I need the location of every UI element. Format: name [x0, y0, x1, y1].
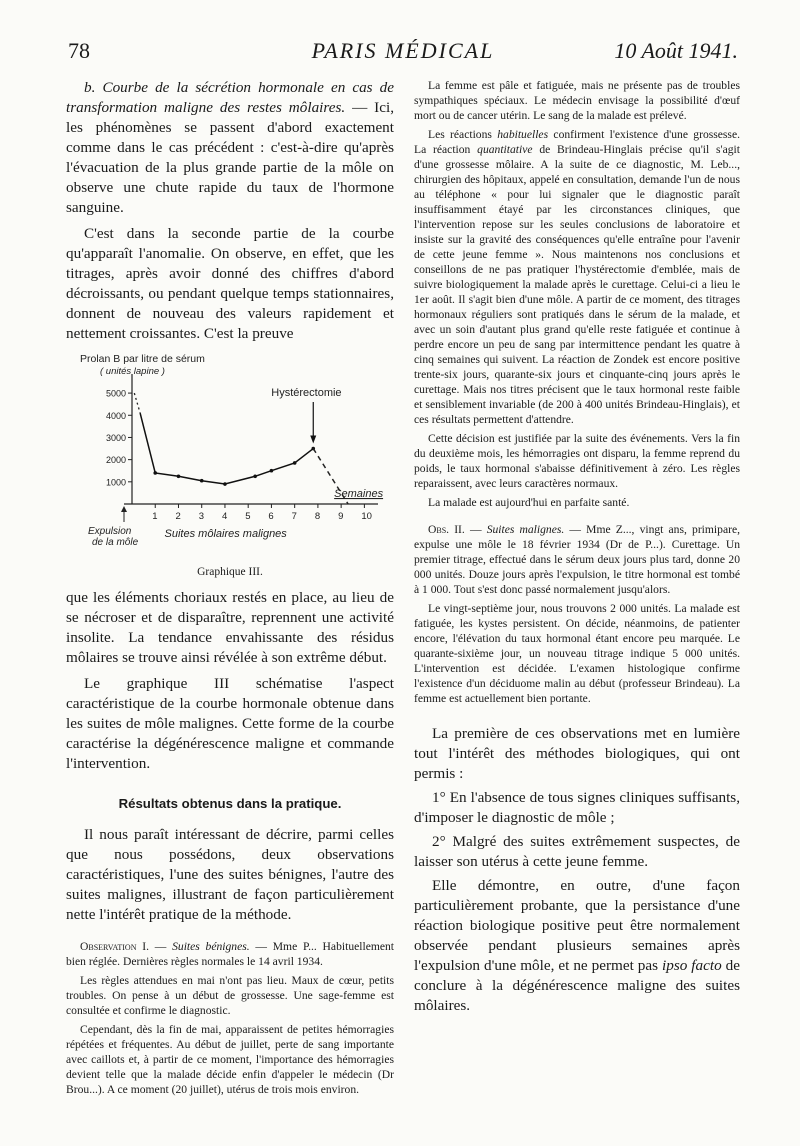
- obs2-title: Suites malignes.: [486, 523, 565, 536]
- x-tick-label: 2: [175, 511, 181, 522]
- series-dashed-drop: [313, 449, 348, 504]
- p2-italic-habituelles: habituelles: [497, 128, 549, 141]
- origin-label-expulsion: Expulsion: [88, 526, 132, 537]
- series-solid-line: [140, 413, 313, 484]
- x-tick-label: 8: [314, 511, 321, 522]
- origin-arrow-head: [121, 506, 127, 512]
- left-column: [66, 78, 394, 1097]
- right-p2: [414, 127, 740, 427]
- y-tick-label: 1000: [106, 477, 127, 488]
- ipso-facto: ipso facto: [662, 957, 722, 974]
- data-point: [177, 474, 181, 478]
- right-p1: La femme est pâle et fatiguée, mais ne présente pas de troubles sympathiques spéciaux. Le médecin envisage la possibilité d'œuf mort ou de cancer utérin. Le sang de la malade est prélevé.: [414, 79, 740, 122]
- annotation-hysterectomie: Hystérectomie: [271, 387, 342, 399]
- paragraph-interessant: Il nous paraît intéressant de décrire, parmi celles que nous possédons, deux observations caractéristiques, l'une des suites bénignes, l'autre des suites malignes, illustrant de façon particulièrement nette l'intérêt pratique de la méthode.: [66, 826, 394, 923]
- x-tick-label: 3: [198, 511, 205, 522]
- y-axis-label: Prolan B par litre de sérum: [80, 353, 205, 365]
- graphique-iii: [66, 350, 394, 560]
- x-tick-label: 9: [338, 511, 344, 522]
- para-b-body: — Ici, les phénomènes se passent d'abord exactement comme dans le cas précédent : c'est-à-dire qu'après l'évacuation de la plus grande partie de la môle on observe une chute rapide du taux de l'hormone sanguine.: [66, 99, 394, 216]
- x-axis-label: Suites môlaires malignes: [164, 528, 287, 540]
- section-title: Résultats obtenus dans la pratique.: [118, 796, 342, 811]
- list-item-1: 1° En l'absence de tous signes cliniques suffisants, d'imposer le diagnostic de môle ;: [414, 789, 740, 826]
- chart-svg: [66, 350, 394, 560]
- annotation-arrow-head: [310, 436, 316, 444]
- obs1-label: Observation I.: [80, 940, 149, 953]
- conclusion-p1: La première de ces observations met en lumière tout l'intérêt des méthodes biologiques, qui ont permis :: [414, 725, 740, 782]
- paragraph-anomalie: C'est dans la seconde partie de la courbe qu'apparaît l'anomalie. On observe, en effet, que les titrages, après avoir donné des chiffres d'abord décroissants, ou pendant quelque temps stationnaires, donnent de nouveau des valeurs rapidement et nettement croissantes. C'est la preuve: [66, 225, 394, 342]
- y-tick-label: 4000: [106, 410, 127, 421]
- running-header: [68, 38, 738, 78]
- data-point: [223, 482, 227, 486]
- data-point: [200, 479, 204, 483]
- p2-start: Les réactions: [428, 128, 498, 141]
- p2-mid: confirment l'existence d'une grossesse. La réaction: [414, 128, 740, 156]
- paragraph-choriaux: que les éléments choriaux restés en place, au lieu de se nécroser et de disparaître, reprennent une activité insolite. La tendance envahissante des résidus môlaires se trouve ainsi révélée à son extrême début.: [66, 589, 394, 666]
- series-dashed-start: [134, 393, 140, 413]
- y-tick-label: 3000: [106, 432, 127, 443]
- conclusion-p2: [414, 876, 740, 1016]
- right-p4: La malade est aujourd'hui en parfaite santé.: [428, 496, 630, 509]
- x-tick-label: 10: [361, 511, 372, 522]
- right-column: [414, 78, 740, 1016]
- paragraph-graphique: Le graphique III schématise l'aspect caractéristique de la courbe hormonale obtenue dans les suites de môle malignes. Cette forme de la courbe caractérise la dégénérescence maligne et commande l'intervention.: [66, 675, 394, 772]
- obs2-label: Obs. II.: [428, 523, 465, 536]
- p2-italic-quantitative: quantitative: [477, 143, 533, 156]
- data-point: [293, 461, 297, 465]
- page-number: 78: [68, 38, 90, 63]
- obs2-intro-text: — Mme Z..., vingt ans, primipare, expulse une môle le 18 février 1934 (Dr de P...). Curettage. Un premier titrage, effectué dans le sérum deux jours plus tard, donne 20 000 unités. Douze jours après l'expulsion, le titre hormonal est tombé à 1 000. Tout s'est donc passé normalement jusqu'alors.: [414, 523, 740, 596]
- list-item-2: 2° Malgré des suites extrêmement suspectes, de laisser son utérus à cette jeune femme.: [414, 833, 740, 870]
- conclusion-p2-start: Elle démontre, en outre, d'une façon particulièrement probante, que la persistance d'une réaction biologique positive peut être normalement observée pendant plusieurs semaines après l'expulsion d'une môle, et ne permet pas: [414, 877, 740, 974]
- y-axis-units: ( unités lapine ): [100, 366, 165, 377]
- journal-title: PARIS MÉDICAL: [311, 38, 495, 63]
- obs1-p1: Les règles attendues en mai n'ont pas lieu. Maux de cœur, petits troubles. On pense à un début de grossesse. Une sage-femme est consultée et confirme le diagnostic.: [66, 974, 394, 1017]
- paragraph-b: [66, 78, 394, 218]
- data-point: [270, 469, 274, 473]
- para-b-heading: b. Courbe de la sécrétion hormonale en cas de transformation maligne des restes môlaires.: [66, 79, 394, 116]
- x-tick-label: 7: [291, 511, 297, 522]
- data-point: [253, 474, 257, 478]
- y-tick-label: 2000: [106, 455, 127, 466]
- x-tick-label: 4: [221, 511, 228, 522]
- origin-label-mole: de la môle: [92, 537, 139, 548]
- x-tick-label: 1: [152, 511, 158, 522]
- x-tick-label: 6: [268, 511, 274, 522]
- figure-caption: Graphique III.: [197, 566, 263, 578]
- obs2-p2: Le vingt-septième jour, nous trouvons 2 000 unités. La malade est fatiguée, les kystes persistent. On décide, néanmoins, de patienter encore, l'élévation du taux hormonal étant encore peu marquée. Le quarante-sixième jour, un nouveau titrage indique 5 000 unités. L'intervention est décidée. L'examen histologique confirme l'existence d'un déciduome malin au début (professeur Brindeau). La femme est actuellement bien portante.: [414, 602, 740, 705]
- data-point: [153, 471, 157, 475]
- right-p3: Cette décision est justifiée par la suite des événements. Vers la fin du deuxième mois, les hémorragies ont disparu, la femme reprend du poids, le taux hormonal s'abaisse définitivement à zéro. Les règles reparaissent, avec leurs caractères normaux.: [414, 432, 740, 490]
- obs1-p2: Cependant, dès la fin de mai, apparaissent de petites hémorragies répétées et fréquentes. Au début de juillet, perte de sang importante avec caillots et, à partir de ce moment, l'importance des hémorragies devient telle que la malade décide enfin d'appeler le médecin (Dr Brou...). A ce moment (20 juillet), utérus de trois mois environ.: [66, 1023, 394, 1096]
- obs1-intro: Observation I. — Suites bénignes. — Mme P... Habituellement bien réglée. Dernières règles normales le 14 avril 1934.: [66, 940, 395, 968]
- x-tick-label: 5: [245, 511, 251, 522]
- x-axis-name-semaines: Semaines: [334, 488, 384, 500]
- obs1-intro-text: — Mme P... Habituellement bien réglée. Dernières règles normales le 14 avril 1934.: [66, 940, 395, 968]
- conclusion-p2-end: de conclure à la dégénérescence maligne des suites môlaires.: [414, 957, 740, 1014]
- p2-end: de Brindeau-Hinglais précise qu'il s'agit d'une grossesse môlaire. A la suite de ce diagnostic, M. Leb..., chirurgien des hôpitaux, appelé en consultation, demande l'un de nous au téléphone « pour lui signaler que le diagnostic paraît insuffisamment étayé par les circonstances cliniques, que l'intervention repose sur les seules conclusions de laboratoire et insiste sur la gravité des conséquences qu'elle entraîne pour l'avenir de cette jeune femme ». Nous maintenons nos conclusions et conseillons de ne pas pratiquer l'hystérectomie d'emblée, mais de suivre biologiquement la malade après le curettage. Celui-ci a lieu le 1er août. Il s'agit bien d'une môle. A partir de ce moment, des titrages hormonaux réguliers sont pratiqués dans le sérum de la malade, et avec un soin d'autant plus grand qu'elle reste fatiguée et continue à perdre encore un peu de sang par intermittence pendant les quatre à cinq semaines qui suivent. La réaction de Zondek est encore positive trente-six jours, quarante-six jours et cinquante-cinq jours après le curettage. Mais nos titres précisent que le taux hormonal reste faible et sensiblement invariable (de 200 à 400 unités Brindeau-Hinglais), et ces résultats permettent d'attendre.: [414, 143, 740, 426]
- obs1-title: Suites bénignes.: [172, 940, 250, 953]
- obs2-intro: Obs. II. — Suites malignes. — Mme Z..., vingt ans, primipare, expulse une môle le 18 février 1934 (Dr de P...). Curettage. Un premier titrage, effectué dans le sérum deux jours plus tard, donne 20 000 unités. Douze jours après l'expulsion, le titre hormonal est tombé à 1 000. Tout s'est donc passé normalement jusqu'alors.: [414, 523, 740, 596]
- y-tick-label: 5000: [106, 388, 127, 399]
- issue-date: 10 Août 1941.: [614, 38, 738, 63]
